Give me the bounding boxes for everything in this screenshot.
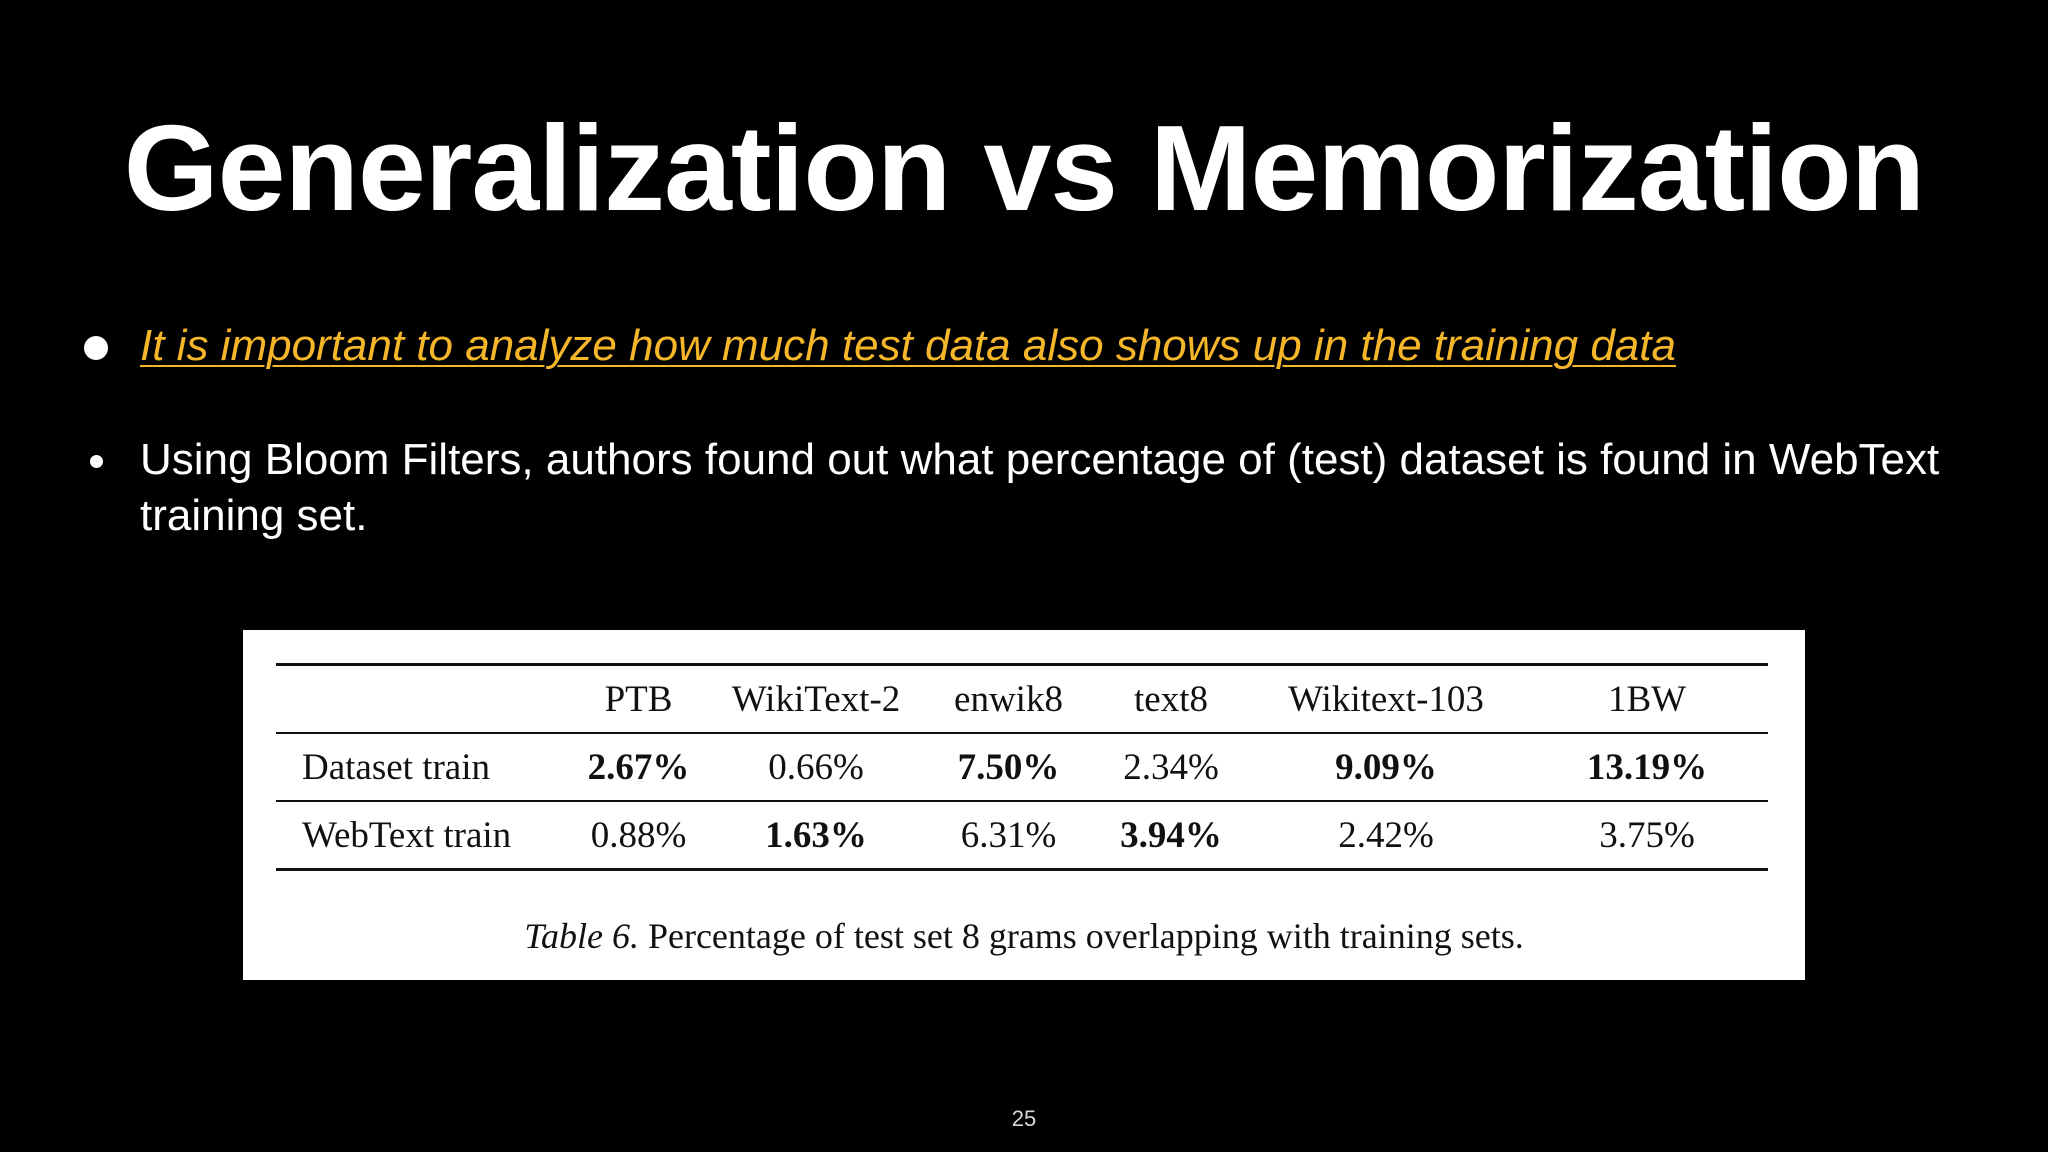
slide-title: Generalization vs Memorization <box>123 100 1925 236</box>
caption-label: Table 6. <box>524 916 639 956</box>
table-cell: 2.42% <box>1338 814 1434 856</box>
row-label: WebText train <box>302 814 512 856</box>
bullet-dot-icon <box>90 455 103 468</box>
bullet-item-1 <box>90 318 1970 374</box>
table-row <box>276 733 1768 801</box>
header-cell-text8: text8 <box>1134 678 1208 720</box>
table-row <box>276 801 1768 870</box>
table-cell: 13.19% <box>1586 746 1708 788</box>
bullet-text: Using Bloom Filters, authors found out what percentage of (test) dataset is found in WebText training set. <box>140 435 1940 540</box>
table-figure <box>243 630 1805 980</box>
caption-text: Percentage of test set 8 grams overlapping with training sets. <box>647 916 1524 956</box>
table-cell: 3.75% <box>1599 814 1695 856</box>
table-cell: 6.31% <box>960 814 1057 856</box>
header-cell-ptb: PTB <box>604 678 673 720</box>
bullet-item-2 <box>90 432 1970 544</box>
table-cell: 0.88% <box>590 814 687 856</box>
table-cell: 2.34% <box>1123 746 1219 788</box>
table-cell: 0.66% <box>768 746 864 788</box>
overlap-table <box>276 663 1768 871</box>
header-cell-empty <box>276 665 566 734</box>
table-header-row <box>276 665 1768 734</box>
table-cell: 1.63% <box>765 814 867 856</box>
table-cell: 7.50% <box>957 746 1060 788</box>
table-cell: 2.67% <box>587 746 690 788</box>
header-cell-wikitext103: Wikitext-103 <box>1288 678 1484 720</box>
bullet-list <box>90 318 1970 544</box>
header-cell-wikitext2: WikiText-2 <box>731 678 901 720</box>
table-cell: 3.94% <box>1120 814 1222 856</box>
row-label: Dataset train <box>302 746 490 788</box>
table-caption <box>243 915 1805 957</box>
page-number: 25 <box>1011 1106 1037 1131</box>
header-cell-1bw: 1BW <box>1607 678 1687 720</box>
bullet-link-text[interactable]: It is important to analyze how much test data also shows up in the training data <box>140 321 1676 370</box>
table-cell: 9.09% <box>1335 746 1437 788</box>
bullet-dot-icon <box>84 336 108 360</box>
header-cell-enwik8: enwik8 <box>954 678 1063 720</box>
